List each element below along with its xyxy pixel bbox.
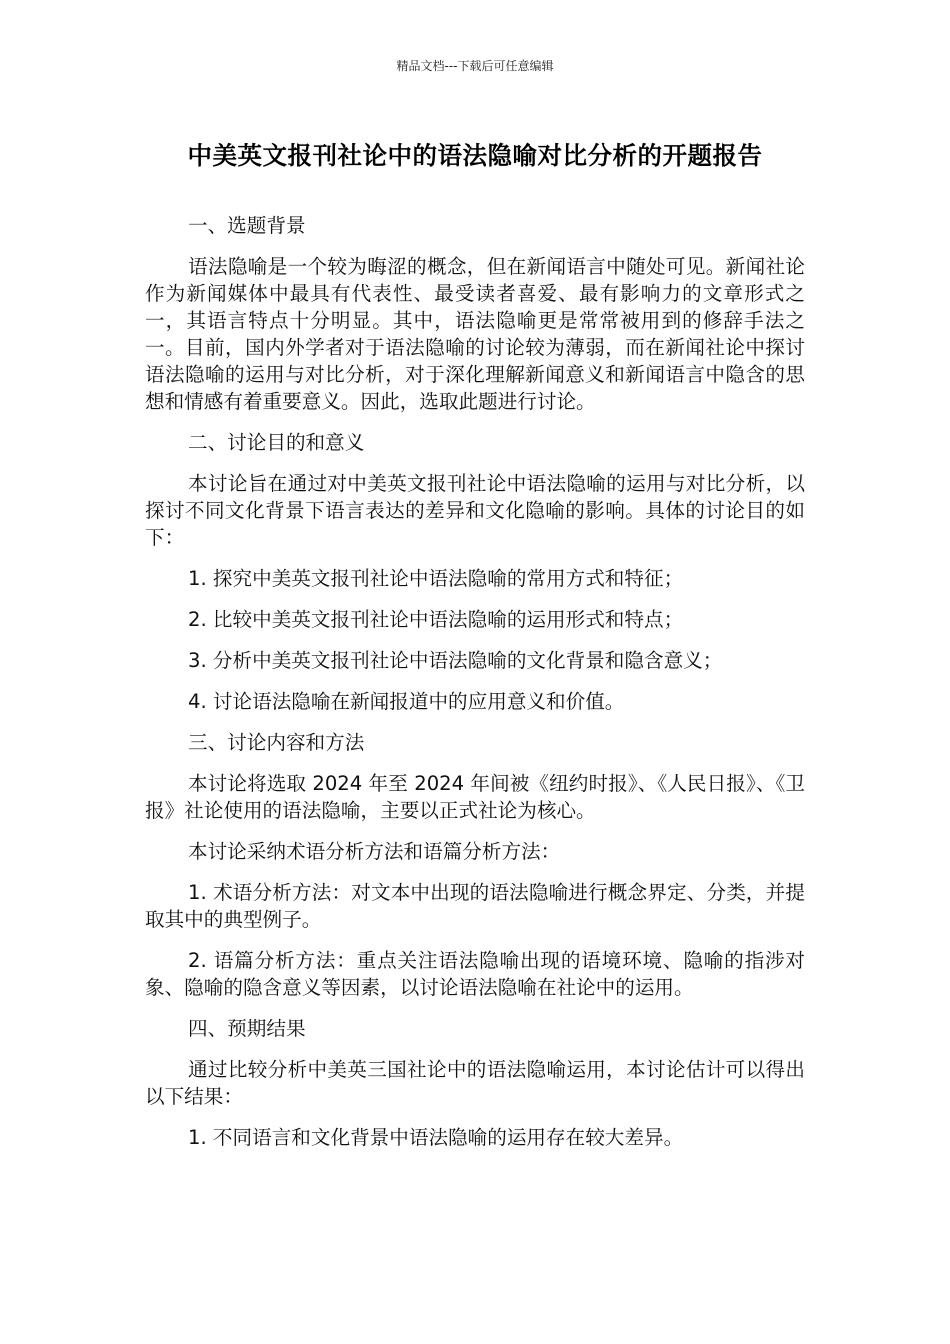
paragraph-method-intro: 本讨论采纳术语分析方法和语篇分析方法： bbox=[188, 840, 561, 863]
list-item-method-1: 1. 术语分析方法：对文本中出现的语法隐喻进行概念界定、分类，并提取其中的典型例子。 bbox=[145, 881, 805, 931]
section-heading-content-method: 三、讨论内容和方法 bbox=[188, 731, 365, 754]
document-title: 中美英文报刊社论中的语法隐喻对比分析的开题报告 bbox=[187, 141, 763, 170]
list-item-purpose-3: 3. 分析中美英文报刊社论中语法隐喻的文化背景和隐含意义； bbox=[188, 649, 723, 672]
list-item-purpose-4: 4. 讨论语法隐喻在新闻报道中的应用意义和价值。 bbox=[188, 690, 625, 713]
section-heading-purpose: 二、讨论目的和意义 bbox=[188, 431, 365, 454]
paragraph-background: 语法隐喻是一个较为晦涩的概念，但在新闻语言中随处可见。新闻社论作为新闻媒体中最具有代表性、最受读者喜爱、最有影响力的文章形式之一，其语言特点十分明显。其中，语法隐喻更是常常被用到的修辞手法之一。目前，国内外学者对于语法隐喻的讨论较为薄弱，而在新闻社论中探讨语法隐喻的运用与对比分析，对于深化理解新闻意义和新闻语言中隐含的思想和情感有着重要意义。因此，选取此题进行讨论。 bbox=[145, 255, 805, 413]
header-note: 精品文档---下载后可任意编辑 bbox=[396, 59, 554, 73]
paragraph-purpose: 本讨论旨在通过对中美英文报刊社论中语法隐喻的运用与对比分析，以探讨不同文化背景下语言表达的差异和文化隐喻的影响。具体的讨论目的如下： bbox=[145, 472, 805, 549]
list-item-result-1: 1. 不同语言和文化背景中语法隐喻的运用存在较大差异。 bbox=[188, 1126, 684, 1149]
list-item-method-2: 2. 语篇分析方法：重点关注语法隐喻出现的语境环境、隐喻的指涉对象、隐喻的隐含意义等因素，以讨论语法隐喻在社论中的运用。 bbox=[145, 949, 805, 999]
document-body bbox=[145, 212, 805, 1165]
section-heading-background: 一、选题背景 bbox=[188, 214, 306, 237]
paragraph-expected-results: 通过比较分析中美英三国社论中的语法隐喻运用，本讨论估计可以得出以下结果： bbox=[145, 1058, 805, 1108]
section-heading-expected-results: 四、预期结果 bbox=[188, 1017, 306, 1040]
list-item-purpose-2: 2. 比较中美英文报刊社论中语法隐喻的运用形式和特点； bbox=[188, 608, 684, 631]
list-item-purpose-1: 1. 探究中美英文报刊社论中语法隐喻的常用方式和特征； bbox=[188, 567, 684, 590]
paragraph-content: 本讨论将选取 2024 年至 2024 年间被《纽约时报》、《人民日报》、《卫报》社论使用的语法隐喻，主要以正式社论为核心。 bbox=[145, 772, 805, 822]
